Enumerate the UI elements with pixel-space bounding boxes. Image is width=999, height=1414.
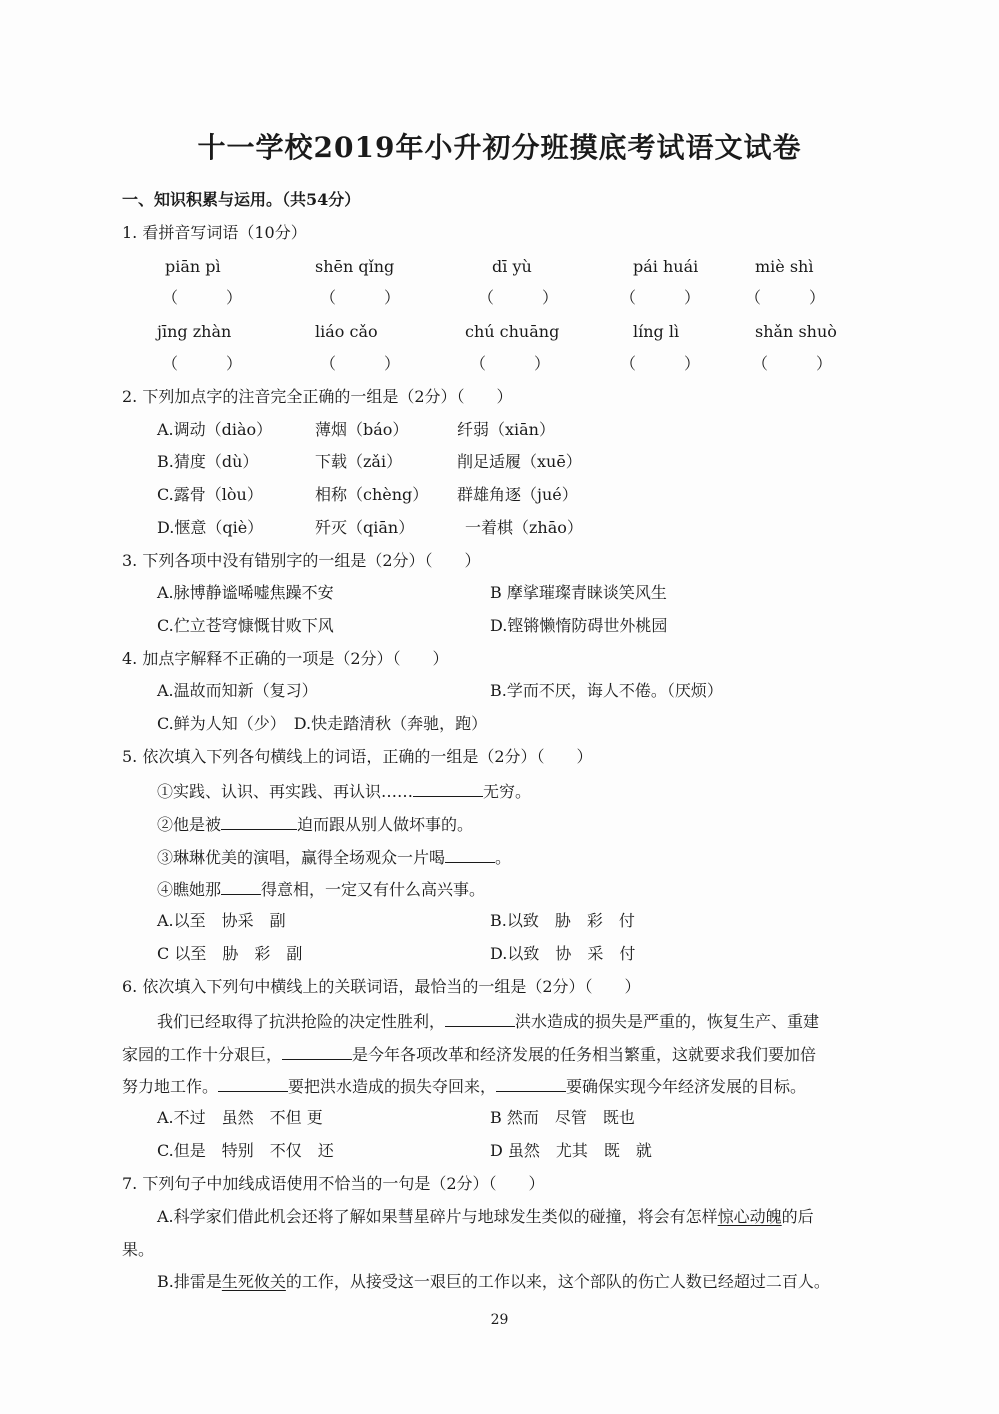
pinyin-3: dī yù: [492, 257, 532, 276]
q5-s3-text-b: 。: [495, 848, 512, 867]
q7-option-a-line-1: [157, 1207, 814, 1227]
question-4-stem: 4. 加点字解释不正确的一项是（2分）（ ）: [122, 649, 449, 668]
pinyin-8: chú chuāng: [465, 322, 560, 341]
pinyin-10: shǎn shuò: [755, 322, 837, 341]
q3-option-a: A.脉博静谧唏嘘焦躁不安: [157, 583, 334, 602]
q6-text-3c: 要确保实现今年经济发展的目标。: [566, 1077, 807, 1096]
question-1-stem: 1. 看拼音写词语（10分）: [122, 223, 307, 242]
q4-option-cd: C.鲜为人知（少） D.快走踏清秋（奔驰，跑）: [157, 714, 488, 733]
q3-option-d: D.铿锵懒惰防碍世外桃园: [490, 616, 668, 635]
q2-option-d-3: 一着棋（zhāo）: [465, 518, 583, 537]
q6-option-d: D 虽然 尤其 既 就: [490, 1141, 652, 1160]
q5-s1-text-a: ①实践、认识、再实践、再认识……: [157, 782, 414, 801]
q5-blank-3[interactable]: [445, 846, 495, 863]
answer-bracket-2[interactable]: （ ）: [320, 288, 401, 307]
q5-s1-text-b: 无穷。: [483, 782, 532, 801]
q6-paragraph-line-2: [122, 1043, 816, 1065]
q2-option-c-3: 群雄角逐（jué）: [457, 485, 578, 504]
q5-blank-1[interactable]: [413, 780, 483, 797]
question-5-stem: 5. 依次填入下列各句横线上的词语，正确的一组是（2分）（ ）: [122, 747, 593, 766]
q6-blank-1[interactable]: [445, 1010, 515, 1027]
q6-blank-4[interactable]: [496, 1075, 566, 1092]
q7-a-underlined-idiom: 惊心动魄: [717, 1207, 782, 1226]
q2-option-c-2: 相称（chèng）: [315, 485, 429, 504]
section-heading: 一、知识积累与运用。（共54分）: [122, 190, 361, 209]
q7-b-text-1: B.排雷是: [157, 1272, 222, 1291]
q7-a-text-1: A.科学家们借此机会还将了解如果彗星碎片与地球发生类似的碰撞，将会有怎样: [157, 1207, 718, 1226]
q2-option-b-1: B.猜度（dù）: [157, 452, 259, 471]
question-7-stem: 7. 下列句子中加线成语使用不恰当的一句是（2分）（ ）: [122, 1174, 545, 1193]
q2-option-b-3: 削足适履（xuē）: [457, 452, 582, 471]
q6-option-a: A.不过 虽然 不但 更: [157, 1108, 323, 1127]
q6-option-b: B 然而 尽管 既也: [490, 1108, 635, 1127]
answer-bracket-1[interactable]: （ ）: [162, 288, 243, 307]
q2-option-a-1: A.调动（diào）: [157, 420, 273, 439]
q6-option-c: C.但是 特别 不仅 还: [157, 1141, 334, 1160]
answer-bracket-4[interactable]: （ ）: [620, 288, 701, 307]
q2-option-a-2: 薄烟（báo）: [315, 420, 409, 439]
q2-option-a-3: 纤弱（xiān）: [457, 420, 555, 439]
q5-blank-2[interactable]: [221, 813, 297, 830]
q5-sentence-3: [157, 846, 511, 868]
q5-s2-text-b: 迫而跟从别人做坏事的。: [297, 815, 474, 834]
q3-option-c: C.伫立苍穹慷慨甘败下风: [157, 616, 334, 635]
answer-bracket-9[interactable]: （ ）: [620, 354, 701, 373]
q5-sentence-2: [157, 813, 473, 835]
pinyin-2: shēn qǐng: [315, 257, 395, 276]
q5-s4-text-a: ④瞧她那: [157, 880, 222, 899]
answer-bracket-8[interactable]: （ ）: [470, 354, 551, 373]
pinyin-1: piān pì: [165, 257, 221, 276]
q7-option-b: [157, 1272, 830, 1292]
q2-option-d-2: 歼灭（qiān）: [315, 518, 415, 537]
q5-s4-text-b: 得意相，一定又有什么高兴事。: [261, 880, 486, 899]
answer-bracket-6[interactable]: （ ）: [162, 354, 243, 373]
q6-blank-2[interactable]: [282, 1043, 352, 1060]
q2-option-c-1: C.露骨（lòu）: [157, 485, 263, 504]
question-2-stem: 2. 下列加点字的注音完全正确的一组是（2分）（ ）: [122, 387, 513, 406]
q2-option-b-2: 下载（zǎi）: [315, 452, 403, 471]
answer-bracket-10[interactable]: （ ）: [752, 354, 833, 373]
q5-s3-text-a: ③琳琳优美的演唱，赢得全场观众一片喝: [157, 848, 446, 867]
q6-text-1b: 洪水造成的损失是严重的，恢复生产、重建: [515, 1012, 820, 1031]
page-number: 29: [490, 1312, 509, 1328]
page-title: 十一学校2019年小升初分班摸底考试语文试卷: [197, 131, 802, 164]
q4-option-b: B.学而不厌，诲人不倦。（厌烦）: [490, 681, 723, 700]
q7-b-text-2: 的工作，从接受这一艰巨的工作以来，这个部队的伤亡人数已经超过二百人。: [285, 1272, 830, 1291]
question-3-stem: 3. 下列各项中没有错别字的一组是（2分）（ ）: [122, 551, 481, 570]
q5-sentence-1: [157, 780, 531, 802]
q5-blank-4[interactable]: [221, 878, 261, 895]
q5-option-c: C 以至 胁 彩 副: [157, 944, 303, 963]
answer-bracket-3[interactable]: （ ）: [478, 288, 559, 307]
q6-text-2b: 是今年各项改革和经济发展的任务相当繁重，这就要求我们要加倍: [352, 1045, 817, 1064]
question-6-stem: 6. 依次填入下列句中横线上的关联词语，最恰当的一组是（2分）（ ）: [122, 977, 641, 996]
q6-text-2a: 家园的工作十分艰巨，: [122, 1045, 283, 1064]
q5-option-b: B.以致 胁 彩 付: [490, 911, 635, 930]
q3-option-b: B 摩挲璀璨青睐谈笑风生: [490, 583, 667, 602]
q6-text-3a: 努力地工作。: [122, 1077, 219, 1096]
q7-b-underlined-idiom: 生死攸关: [221, 1272, 286, 1291]
q5-sentence-4: [157, 878, 485, 900]
pinyin-7: liáo cǎo: [315, 322, 378, 341]
pinyin-5: miè shì: [755, 257, 814, 276]
q5-option-d: D.以致 协 采 付: [490, 944, 636, 963]
q5-option-a: A.以至 协采 副: [157, 911, 286, 930]
q6-text-1a: 我们已经取得了抗洪抢险的决定性胜利，: [157, 1012, 446, 1031]
q6-text-3b: 要把洪水造成的损失夺回来，: [288, 1077, 497, 1096]
pinyin-4: pái huái: [633, 257, 699, 276]
pinyin-9: líng lì: [633, 322, 680, 341]
q7-option-a-line-2: 果。: [122, 1240, 155, 1259]
q5-s2-text-a: ②他是被: [157, 815, 222, 834]
q6-paragraph-line-3: [122, 1075, 806, 1097]
q4-option-a: A.温故而知新（复习）: [157, 681, 318, 700]
pinyin-6: jīng zhàn: [157, 322, 232, 341]
q2-option-d-1: D.惬意（qiè）: [157, 518, 264, 537]
q7-a-text-2: 的后: [781, 1207, 814, 1226]
answer-bracket-7[interactable]: （ ）: [320, 354, 401, 373]
q6-paragraph-line-1: [157, 1010, 819, 1032]
answer-bracket-5[interactable]: （ ）: [745, 288, 826, 307]
q6-blank-3[interactable]: [218, 1075, 288, 1092]
